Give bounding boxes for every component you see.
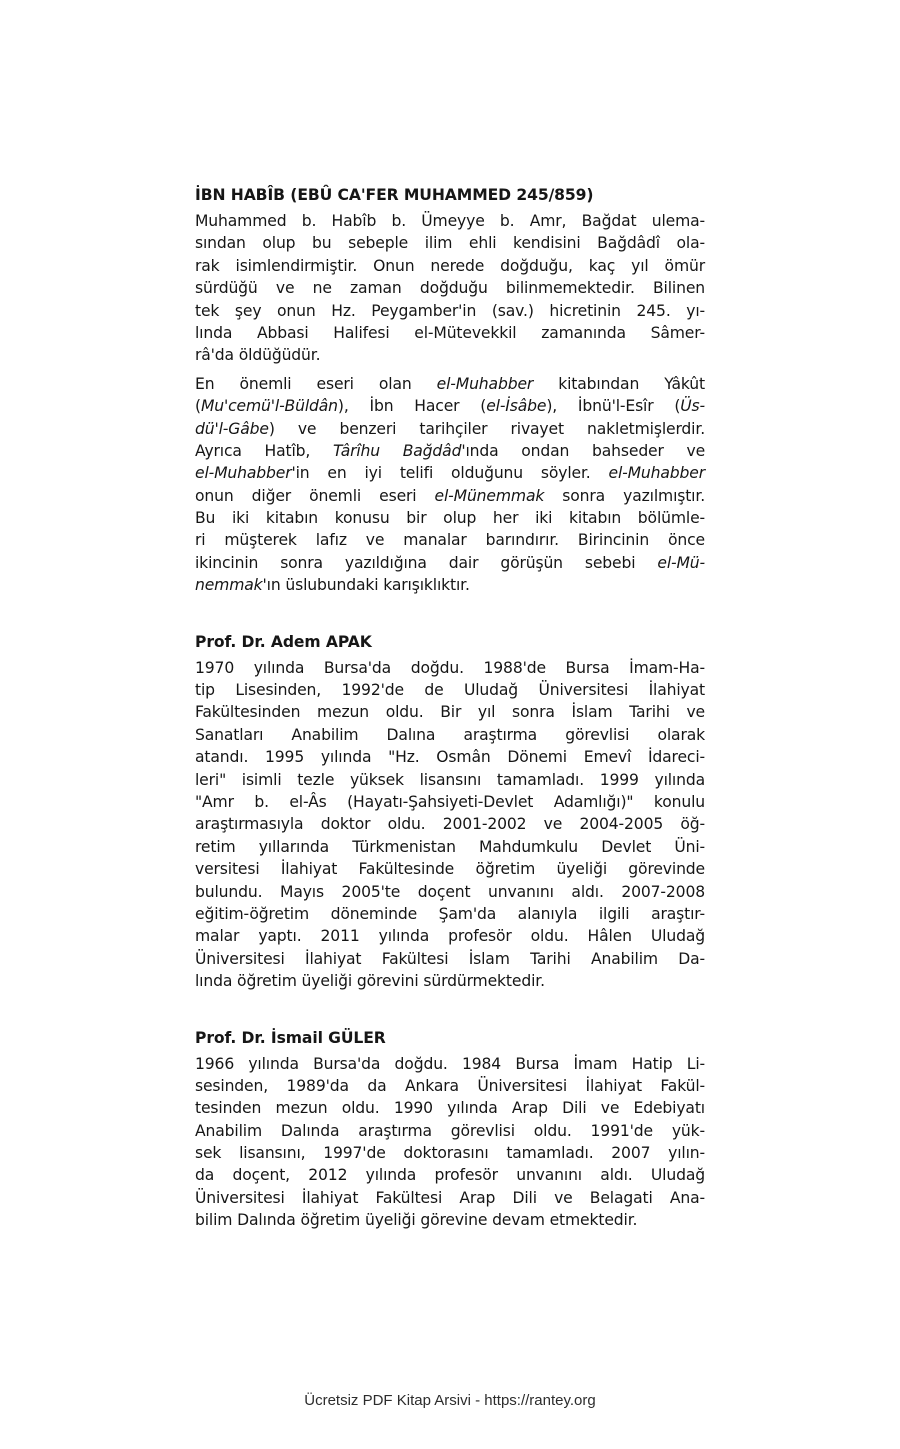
text-line: bilim Dalında öğretim üyeliği görevine devam etmektedir. <box>195 1211 638 1230</box>
text-line: Muhammed b. Habîb b. Ümeyye b. Amr, Bağdat ulema- <box>195 212 705 230</box>
paragraph <box>195 657 705 993</box>
text-line: bulundu. Mayıs 2005'te doçent unvanını aldı. 2007-2008 <box>195 882 705 901</box>
text-line: dü'l-Gâbe) ve benzeri tarihçiler rivayet nakletmişlerdir. <box>195 419 705 438</box>
text-line: sesinden, 1989'da da Ankara Üniversitesi İlahiyat Fakül- <box>195 1076 705 1095</box>
text-line: 1966 yılında Bursa'da doğdu. 1984 Bursa İmam Hatip Li- <box>195 1054 705 1073</box>
text-line: ri müşterek lafız ve manalar barındırır. Birincinin önce <box>195 531 705 550</box>
text-line: rak isimlendirmiştir. Onun nerede doğduğu, kaç yıl ömür <box>195 256 705 275</box>
text-line: sından olup bu sebeple ilim ehli kendisini Bağdâdî ola- <box>195 234 705 253</box>
text-line: lında Abbasi Halifesi el-Mütevekkil zamanında Sâmer- <box>195 323 705 342</box>
text-line: sürdüğü ve ne zaman doğduğu bilinmemektedir. Bilinen <box>195 279 705 298</box>
text-line: tip Lisesinden, 1992'de de Uludağ Üniversitesi İlahiyat <box>195 681 705 700</box>
text-line: nemmak'ın üslubundaki karışıklıktır. <box>195 576 470 595</box>
bio-section <box>195 631 705 993</box>
text-line: araştırmasıyla doktor oldu. 2001-2002 ve 2004-2005 öğ- <box>195 815 705 834</box>
text-line: Sanatları Anabilim Dalına araştırma görevlisi olarak <box>195 725 705 744</box>
text-line: sek lisansını, 1997'de doktorasını tamamladı. 2007 yılın- <box>195 1144 705 1163</box>
paragraph <box>195 1053 705 1232</box>
text-line: En önemli eseri olan el-Muhabber kitabından Yâkût <box>195 374 705 393</box>
section-heading: İBN HABÎB (EBÛ CA'FER MUHAMMED 245/859) <box>195 186 594 204</box>
page-body <box>195 184 705 1232</box>
section-gap <box>195 597 705 631</box>
text-line: Üniversitesi İlahiyat Fakültesi İslam Tarihi Anabilim Da- <box>195 949 705 968</box>
text-line: malar yaptı. 2011 yılında profesör oldu. Hâlen Uludağ <box>195 927 705 946</box>
text-line: (Mu'cemü'l-Büldân), İbn Hacer (el-İsâbe), İbnü'l-Esîr (Üs- <box>195 397 705 416</box>
text-line: Fakültesinden mezun oldu. Bir yıl sonra İslam Tarihi ve <box>195 703 705 722</box>
section-gap <box>195 993 705 1027</box>
text-line: tek şey onun Hz. Peygamber'in (sav.) hicretinin 245. yı- <box>195 301 705 320</box>
bio-section <box>195 1027 705 1232</box>
text-line: râ'da öldüğüdür. <box>195 346 321 365</box>
text-line: da doçent, 2012 yılında profesör unvanını aldı. Uludağ <box>195 1166 705 1185</box>
text-line: atandı. 1995 yılında "Hz. Osmân Dönemi Emevî İdareci- <box>195 748 705 767</box>
text-line: ikincinin sonra yazıldığına dair görüşün sebebi el-Mü- <box>195 553 705 572</box>
paragraph <box>195 210 705 367</box>
text-line: Üniversitesi İlahiyat Fakültesi Arap Dili ve Belagati Ana- <box>195 1188 705 1207</box>
text-line: "Amr b. el-Âs (Hayatı-Şahsiyeti-Devlet Adamlığı)" konulu <box>195 792 705 811</box>
section-heading: Prof. Dr. Adem APAK <box>195 632 372 651</box>
text-line: onun diğer önemli eseri el-Münemmak sonra yazılmıştır. <box>195 486 706 505</box>
section-heading: Prof. Dr. İsmail GÜLER <box>195 1028 386 1047</box>
text-line: eğitim-öğretim döneminde Şam'da alanıyla ilgili araştır- <box>195 904 705 923</box>
text-line: Ayrıca Hatîb, Târîhu Bağdâd'ında ondan bahseder ve <box>195 441 706 460</box>
text-line: 1970 yılında Bursa'da doğdu. 1988'de Bursa İmam-Ha- <box>195 658 705 677</box>
text-line: Anabilim Dalında araştırma görevlisi oldu. 1991'de yük- <box>195 1121 705 1140</box>
text-line: retim yıllarında Türkmenistan Mahdumkulu Devlet Üni- <box>195 837 705 856</box>
text-line: lında öğretim üyeliği görevini sürdürmektedir. <box>195 972 545 991</box>
bio-section <box>195 184 705 597</box>
text-line: Bu iki kitabın konusu bir olup her iki kitabın bölümle- <box>195 509 705 528</box>
footer-text: Ücretsiz PDF Kitap Arsivi - https://rantey.org <box>304 1392 596 1409</box>
paragraph <box>195 373 705 597</box>
text-line: tesinden mezun oldu. 1990 yılında Arap Dili ve Edebiyatı <box>195 1099 705 1118</box>
text-line: el-Muhabber'in en iyi telifi olduğunu söyler. el-Muhabber <box>195 464 705 483</box>
text-line: leri" isimli tezle yüksek lisansını tamamladı. 1999 yılında <box>195 770 705 789</box>
text-line: versitesi İlahiyat Fakültesinde öğretim üyeliği görevinde <box>195 860 705 879</box>
